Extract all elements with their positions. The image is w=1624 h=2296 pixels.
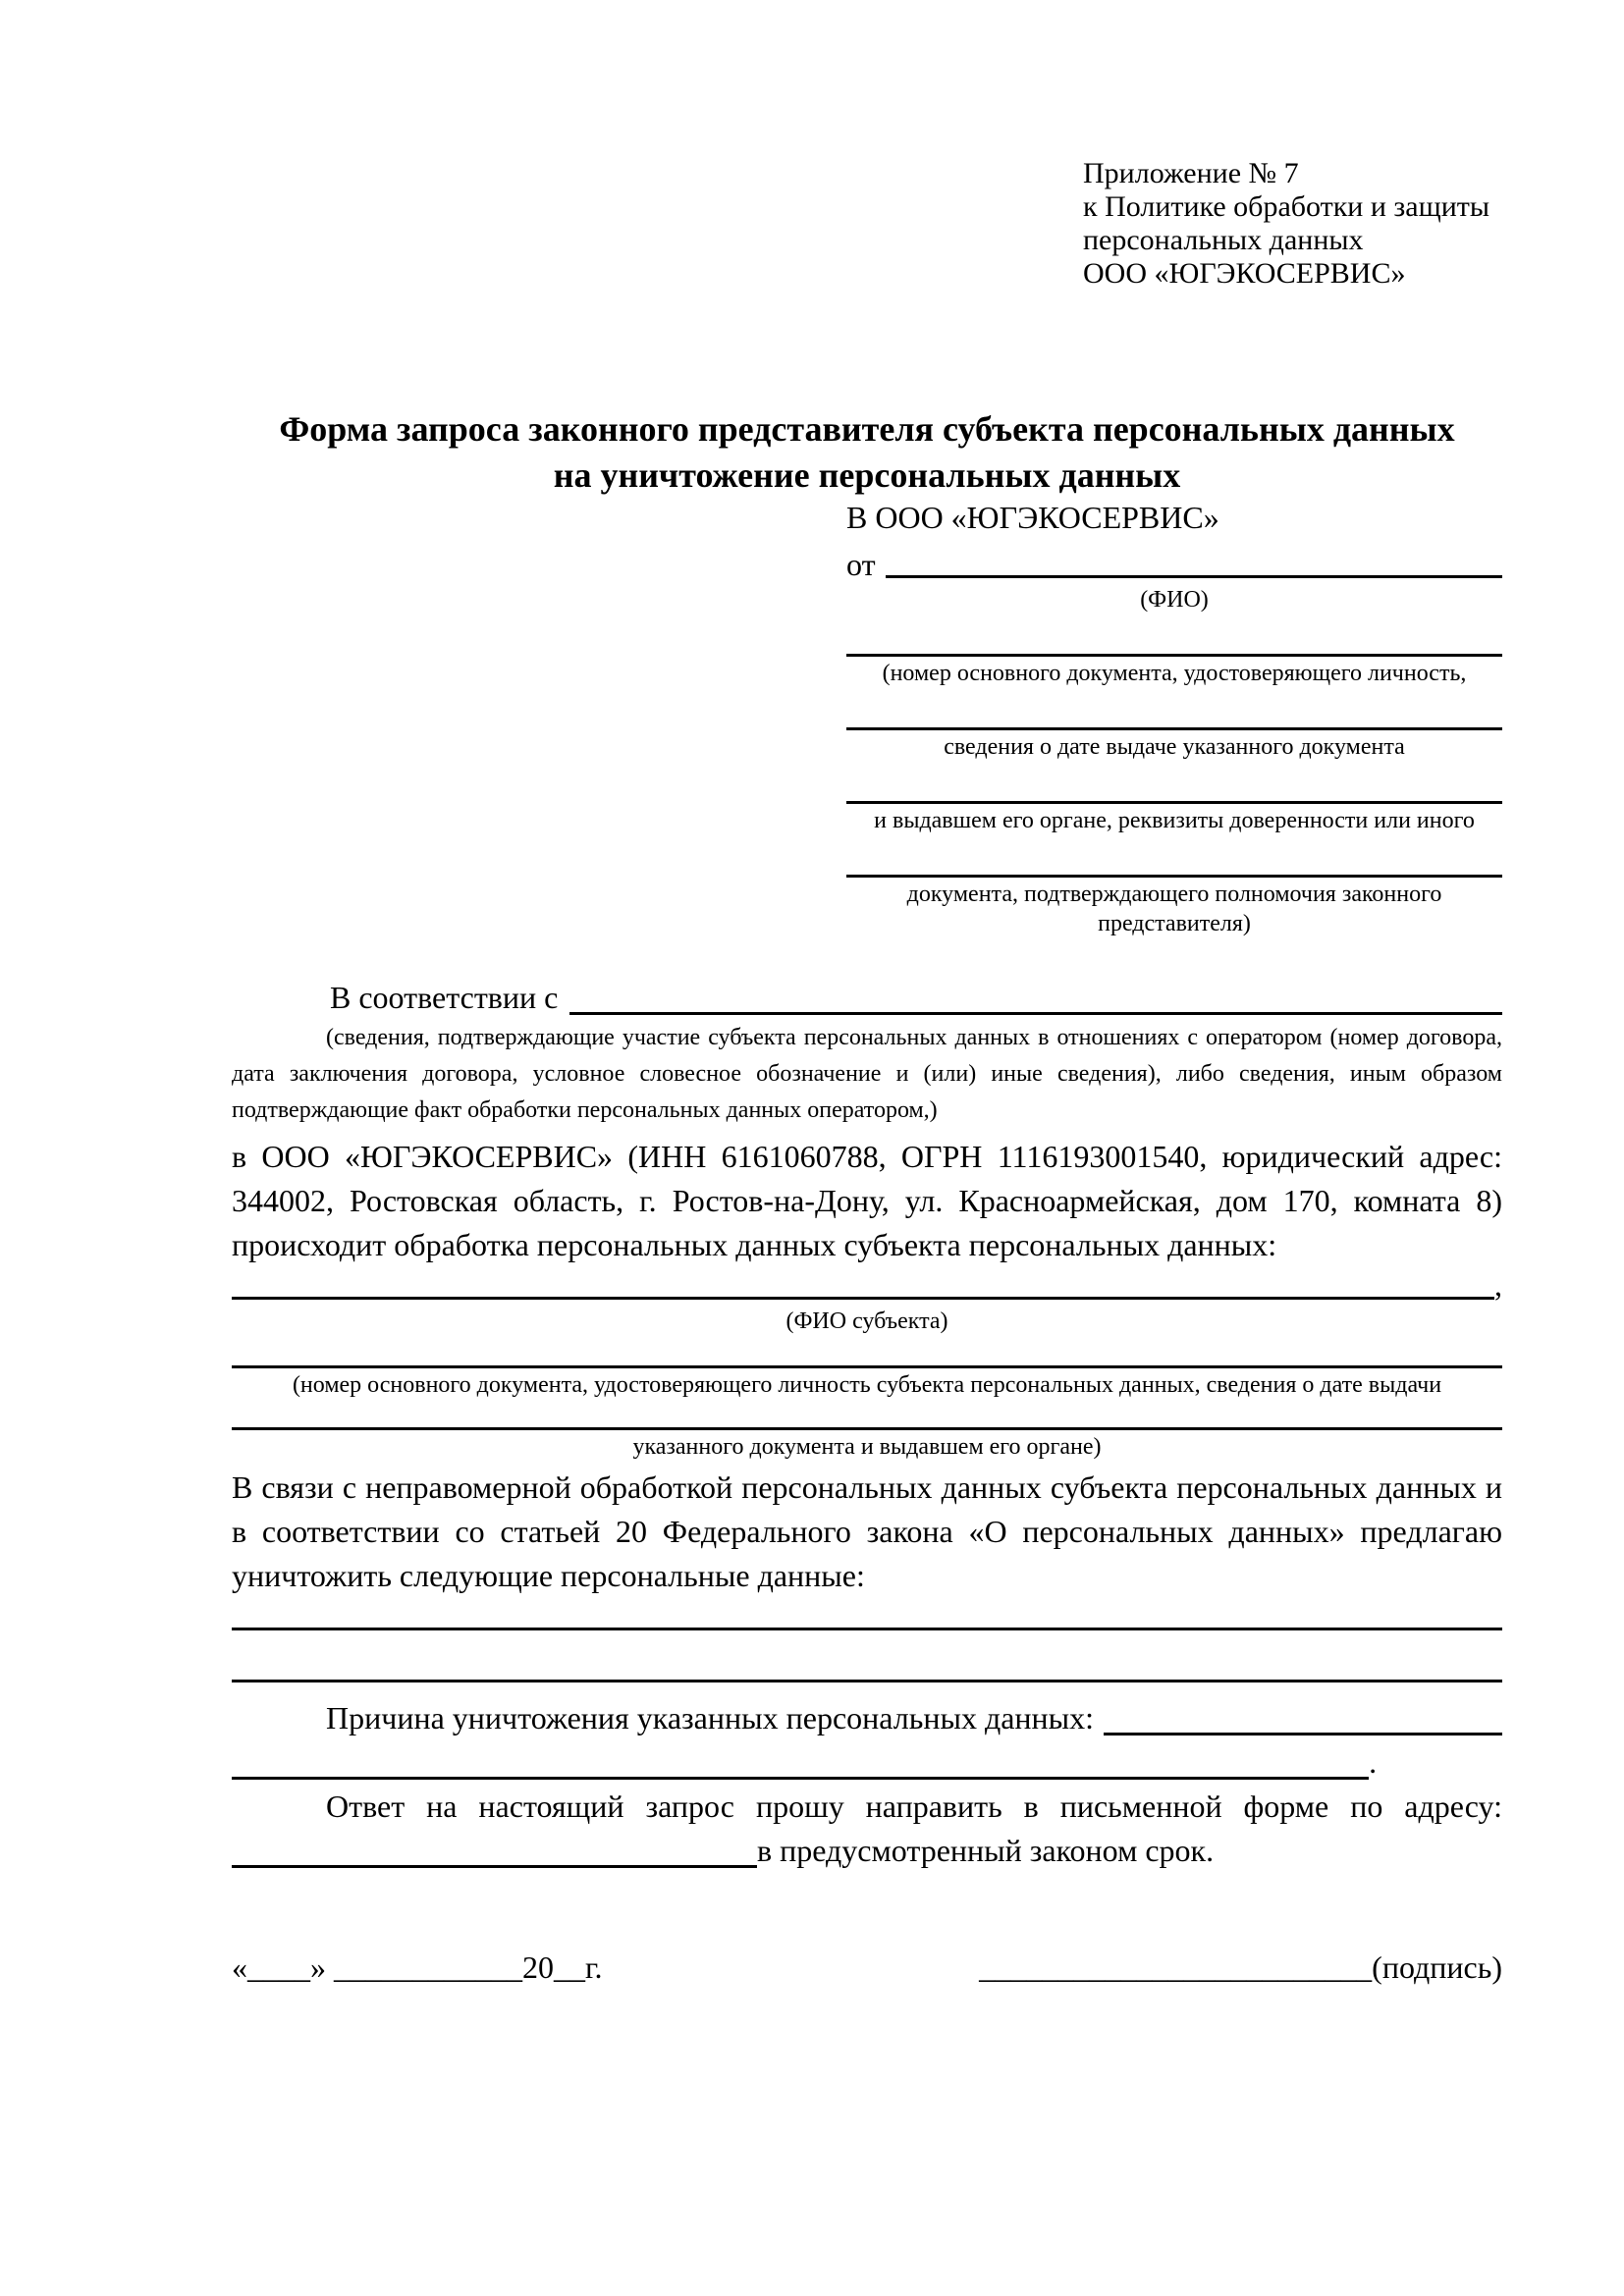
- footer-row: [232, 1946, 1502, 1990]
- representative-name-blank-line: [886, 575, 1502, 578]
- appendix-header-line: Приложение № 7: [1083, 157, 1299, 189]
- subject-document-blank-line: [232, 1336, 1502, 1368]
- accordance-row: [232, 976, 1502, 1020]
- trailing-comma: ,: [1494, 1267, 1502, 1303]
- page-title: [232, 406, 1502, 499]
- reason-continuation-row: [232, 1740, 1502, 1785]
- subject-issuer-blank-line: [232, 1400, 1502, 1430]
- signature-caption: (подпись): [1372, 1949, 1502, 1985]
- reply-address-row: [232, 1829, 1502, 1873]
- page-title-line-2: на уничтожение персональных данных: [553, 455, 1181, 495]
- request-paragraph: В связи с неправомерной обработкой персональных данных субъекта персональных данных и в соответствии со статьей 20 Федерального закона «О персональных данных» предлагаю уничтожить следующие персональные данные:: [232, 1469, 1502, 1593]
- accordance-blank-line: [569, 1012, 1502, 1015]
- document-caption: (номер основного документа, удостоверяющего личность,: [882, 661, 1467, 686]
- signature-blank-line: _________________________: [979, 1949, 1373, 1985]
- issuing-authority-blank-line: [846, 762, 1502, 804]
- appendix-header-line: персональных данных: [1083, 224, 1364, 256]
- subject-fio-blank-line: [232, 1297, 1494, 1300]
- signature-area: [979, 1946, 1502, 1990]
- subject-document-caption: (номер основного документа, удостоверяющего личность субъекта персональных данных, сведения о дате выдачи: [292, 1372, 1442, 1398]
- power-of-attorney-blank-line: [846, 835, 1502, 878]
- date-line: «____» ____________20__г.: [232, 1949, 603, 1985]
- subject-fio-caption: (ФИО субъекта): [785, 1308, 948, 1334]
- data-to-destroy-blank-line-2: [232, 1630, 1502, 1682]
- power-of-attorney-caption: документа, подтверждающего полномочия законного представителя): [906, 881, 1442, 936]
- appendix-header-line: ООО «ЮГЭКОСЕРВИС»: [1083, 257, 1406, 290]
- addressee-to: В ООО «ЮГЭКОСЕРВИС»: [846, 500, 1219, 535]
- fio-caption: (ФИО): [1140, 587, 1209, 613]
- reply-tail: в предусмотренный законом срок.: [757, 1833, 1215, 1868]
- issue-date-caption: сведения о дате выдаче указанного документа: [944, 734, 1405, 760]
- trailing-period: .: [1369, 1744, 1378, 1780]
- representative-document-blank-line: [846, 614, 1502, 657]
- reason-continuation-blank-line: [232, 1777, 1369, 1780]
- issue-date-blank-line: [846, 688, 1502, 730]
- accordance-label: В соответствии с: [330, 980, 559, 1015]
- appendix-header-line: к Политике обработки и защиты: [1083, 190, 1490, 223]
- issuing-authority-caption: и выдавшем его органе, реквизиты доверенности или иного: [874, 808, 1475, 833]
- reason-row: [232, 1696, 1502, 1740]
- operator-paragraph: в ООО «ЮГЭКОСЕРВИС» (ИНН 6161060788, ОГРН 1116193001540, юридический адрес: 344002, Ростовская область, г. Ростов-на-Дону, ул. Красноармейская, дом 170, комната 8) происходит обработка персональных данных субъекта персональных данных:: [232, 1139, 1502, 1262]
- reason-blank-line: [1104, 1733, 1502, 1735]
- reason-label: Причина уничтожения указанных персональных данных:: [326, 1700, 1095, 1735]
- appendix-header: [1083, 157, 1502, 291]
- reply-sentence: Ответ на настоящий запрос прошу направить в письменной форме по адресу:: [326, 1789, 1502, 1824]
- accordance-note: (сведения, подтверждающие участие субъекта персональных данных в отношениях с оператором (номер договора, дата заключения договора, условное словесное обозначение и (или) иные сведения), либо сведения, иным образом подтверждающие факт обработки персональных данных оператором,): [232, 1025, 1502, 1123]
- from-label: от: [846, 547, 876, 582]
- from-row: [846, 544, 1502, 583]
- subject-fio-row: [232, 1267, 1502, 1305]
- addressee-block: [846, 499, 1502, 938]
- data-to-destroy-blank-line-1: [232, 1598, 1502, 1630]
- subject-issuer-caption: указанного документа и выдавшем его органе): [632, 1434, 1102, 1460]
- reply-address-blank-line: [232, 1865, 757, 1868]
- page-title-line-1: Форма запроса законного представителя субъекта персональных данных: [279, 409, 1455, 449]
